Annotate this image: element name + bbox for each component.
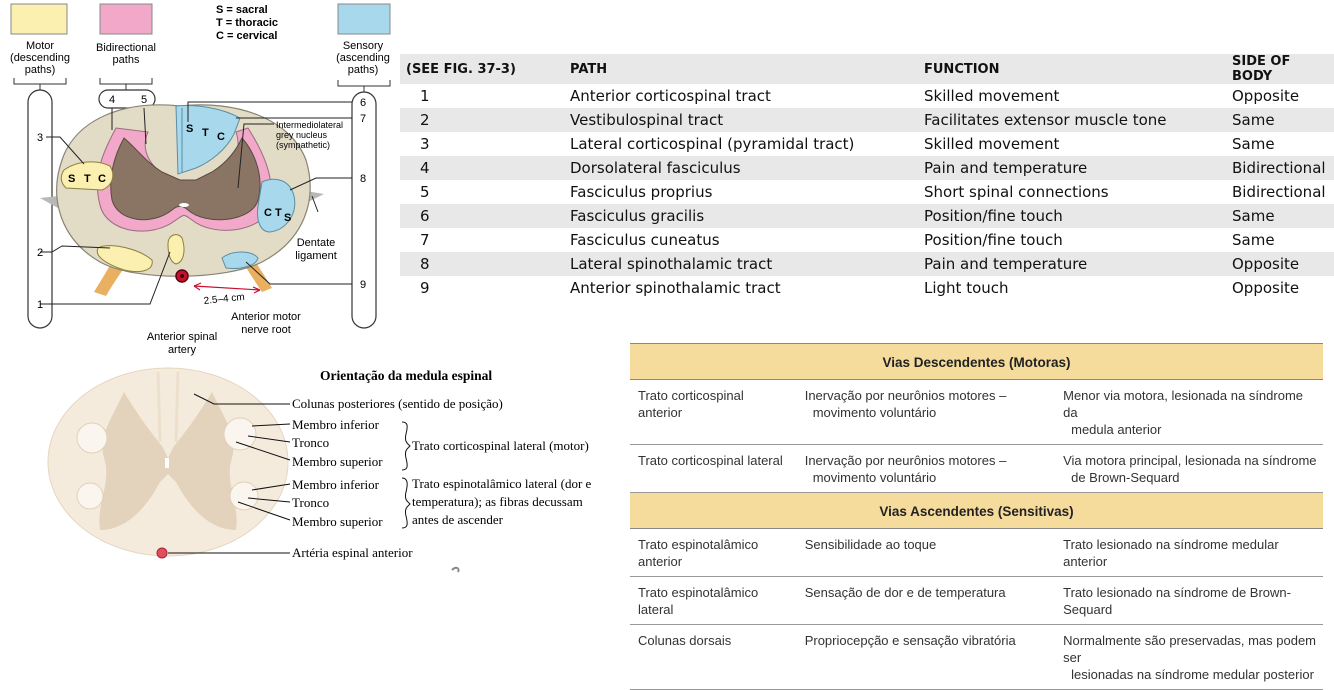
label-dentate: Dentate ligament	[295, 237, 337, 262]
table-row: Trato espinotalâmico lateral Sensação de dor e de temperatura Trato lesionado na síndrome de Brown-Sequard	[630, 577, 1323, 625]
svg-text:7: 7	[360, 113, 367, 125]
svg-text:C: C	[264, 207, 272, 219]
motor-swatch	[11, 4, 67, 34]
table-row: 2 Vestibulospinal tract Facilitates extensor muscle tone Same	[400, 108, 1334, 132]
label-measure: 2.5–4 cm	[203, 291, 246, 307]
svg-text:Tronco: Tronco	[292, 495, 330, 510]
svg-text:temperatura); as fibras decuss: temperatura); as fibras decussam	[412, 494, 583, 509]
tract-table	[400, 54, 1334, 300]
table-row: Colunas dorsais Propriocepção e sensação vibratória Normalmente são preservadas, mas podem ser lesionadas na síndrome medular posterior	[630, 625, 1323, 690]
svg-text:8: 8	[360, 173, 367, 185]
key-cervical: C = cervical	[216, 30, 278, 42]
bidirectional-swatch	[100, 4, 152, 34]
tract-table-header	[400, 54, 1334, 84]
col-side: SIDE OF BODY	[1232, 54, 1334, 84]
table-row: 5 Fasciculus proprius Short spinal connections Bidirectional	[420, 183, 1326, 201]
svg-text:S: S	[284, 212, 292, 224]
svg-text:6: 6	[360, 97, 367, 109]
legend-sensory: Sensory (ascending paths)	[336, 40, 390, 76]
svg-text:T: T	[202, 127, 209, 139]
svg-text:Membro inferior: Membro inferior	[292, 417, 380, 432]
table-row: 1 Anterior corticospinal tract Skilled movement Opposite	[420, 87, 1300, 105]
svg-text:2: 2	[37, 247, 44, 259]
table-row: 7 Fasciculus cuneatus Position/fine touch Same	[420, 231, 1275, 249]
legend-bidirectional: Bidirectional paths	[96, 42, 156, 66]
label-cst: Trato corticospinal lateral (motor)	[412, 438, 589, 453]
orientacao-title: Orientação da medula espinal	[320, 368, 493, 383]
svg-text:S: S	[186, 123, 194, 135]
label-stt: Trato espinotalâmico lateral (dor e	[412, 476, 592, 491]
table-row: 4 Dorsolateral fasciculus Pain and temperature Bidirectional	[400, 156, 1334, 180]
table-row: Trato espinotalâmico anterior Sensibilidade ao toque Trato lesionado na síndrome medular anterior	[630, 529, 1323, 577]
svg-text:C: C	[98, 173, 106, 185]
label-intermediolateral: Intermediolateral grey nucleus (sympathetic)	[276, 120, 344, 150]
col-fig: (SEE FIG. 37-3)	[400, 54, 570, 84]
label-anterior-artery: Anterior spinal artery	[146, 331, 218, 356]
svg-text:Membro inferior: Membro inferior	[292, 477, 380, 492]
col-path: PATH	[570, 54, 924, 84]
svg-text:9: 9	[360, 279, 367, 291]
label-anterior-root: Anterior motor nerve root	[231, 311, 301, 336]
svg-text:Membro superior: Membro superior	[292, 514, 383, 529]
svg-text:antes de ascender: antes de ascender	[412, 512, 503, 527]
key-sacral: S = sacral	[216, 4, 268, 16]
table-row: 3 Lateral corticospinal (pyramidal tract) Skilled movement Same	[420, 135, 1275, 153]
table-row: 9 Anterior spinothalamic tract Light touch Opposite	[420, 279, 1300, 297]
svg-text:5: 5	[141, 94, 148, 106]
key-thoracic: T = thoracic	[216, 17, 279, 29]
table-row: Trato corticospinal lateral Inervação por neurônios motores – movimento voluntário Via motora principal, lesionada na síndrome de Brown-Sequard	[630, 445, 1323, 493]
svg-text:4: 4	[109, 94, 116, 106]
legend-motor: Motor (descending paths)	[10, 40, 70, 76]
vias-table	[630, 343, 1323, 690]
svg-text:T: T	[275, 207, 282, 219]
col-function: FUNCTION	[924, 54, 1232, 84]
svg-text:3: 3	[37, 132, 44, 144]
label-arteria: Artéria espinal anterior	[292, 545, 413, 560]
svg-text:1: 1	[37, 299, 44, 311]
table-row: 6 Fasciculus gracilis Position/fine touch Same	[400, 204, 1334, 228]
vias-ascendentes-header: Vias Ascendentes (Sensitivas)	[630, 493, 1323, 529]
svg-text:Tronco: Tronco	[292, 435, 330, 450]
spinal-tract-diagram	[0, 0, 400, 360]
table-row: 8 Lateral spinothalamic tract Pain and temperature Opposite	[400, 252, 1334, 276]
table-row: Trato corticospinal anterior Inervação por neurônios motores – movimento voluntário Menor via motora, lesionada na síndrome da medula anterior	[630, 380, 1323, 445]
svg-text:C: C	[217, 131, 225, 143]
vias-descendentes-header: Vias Descendentes (Motoras)	[630, 344, 1323, 380]
svg-text:S: S	[68, 173, 76, 185]
orientacao-diagram	[0, 362, 630, 637]
svg-text:T: T	[84, 173, 91, 185]
label-colunas: Colunas posteriores (sentido de posição)	[292, 396, 503, 411]
sensory-swatch	[338, 4, 390, 34]
svg-text:Membro superior: Membro superior	[292, 454, 383, 469]
